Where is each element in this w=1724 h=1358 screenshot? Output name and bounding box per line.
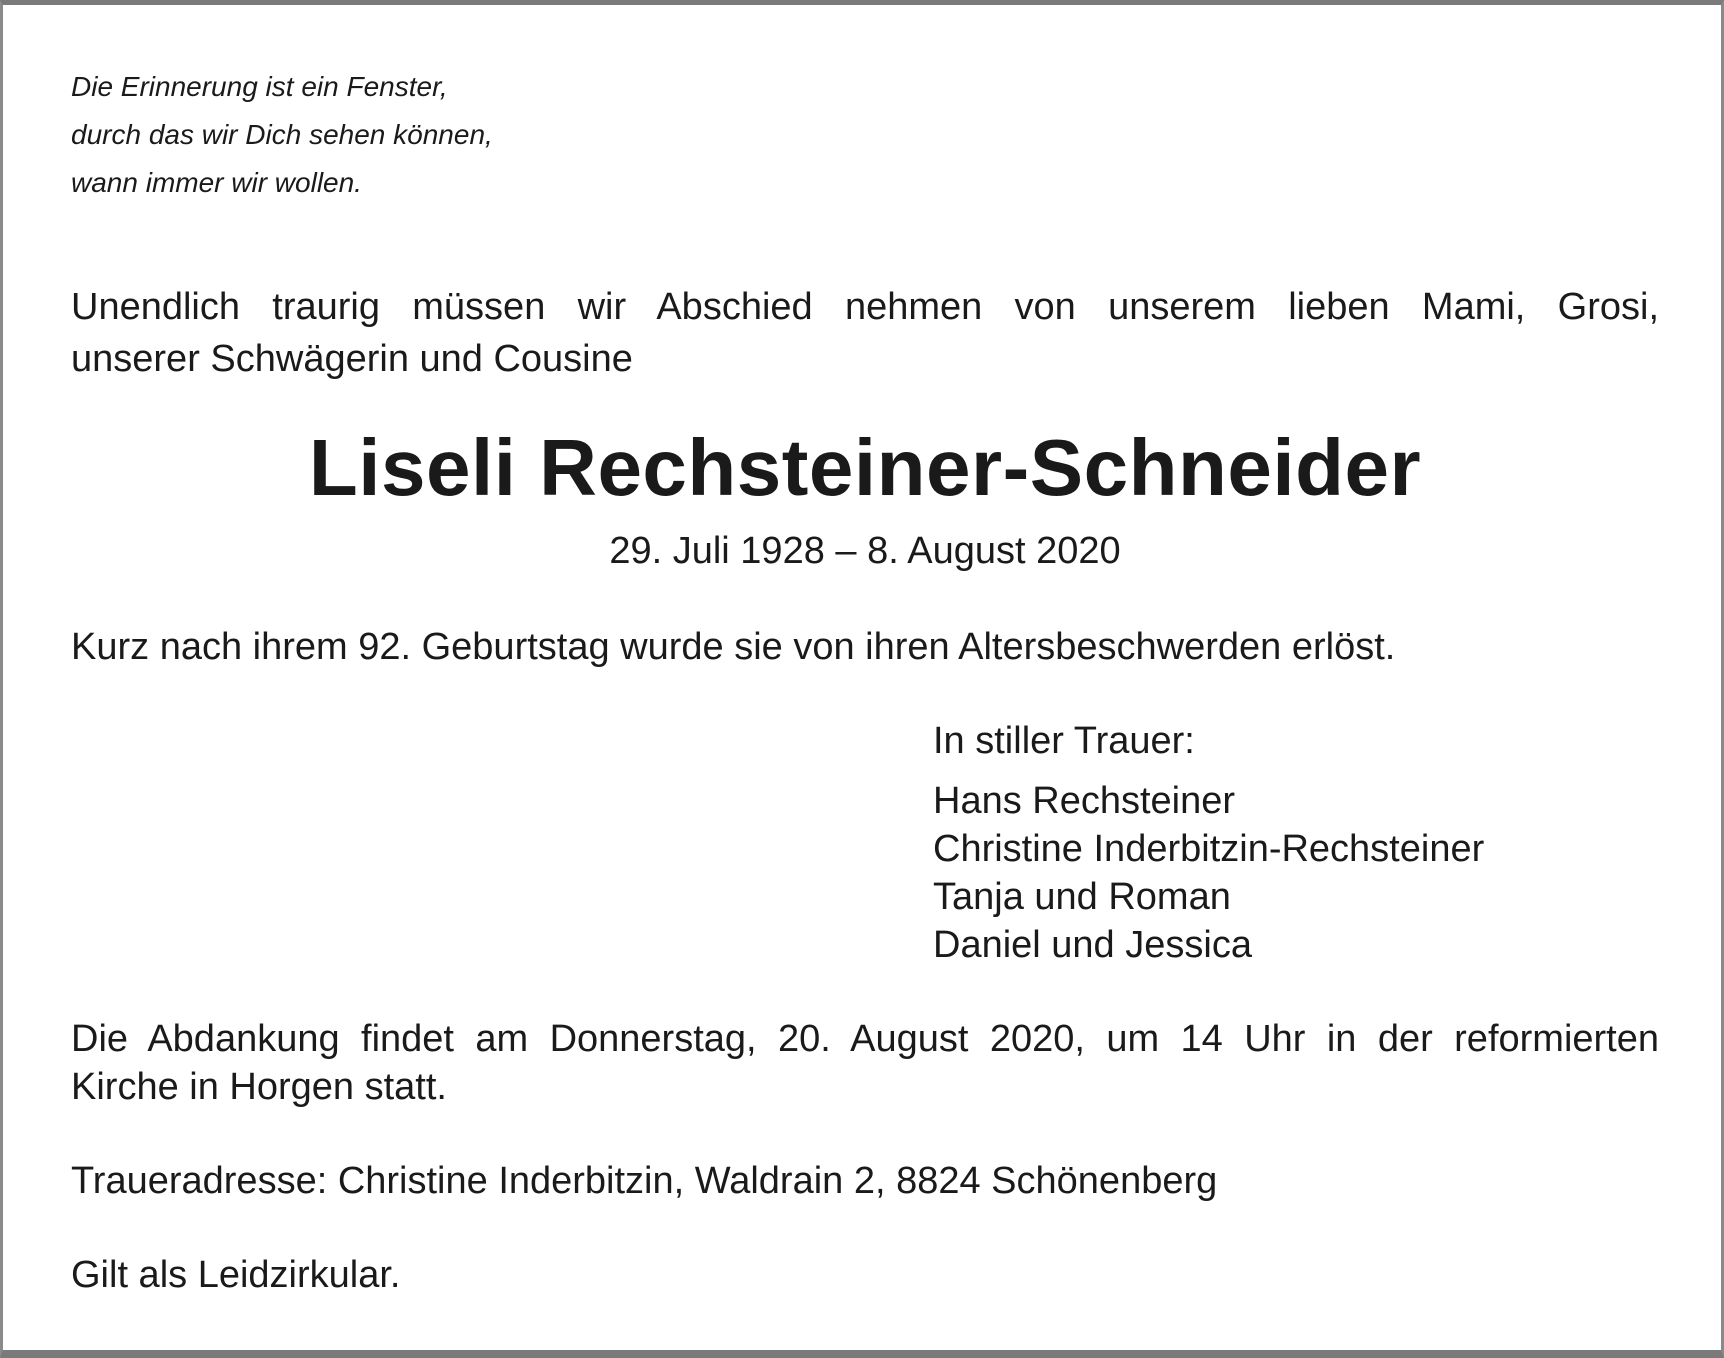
mourner-name: Hans Rechsteiner [933,780,1236,822]
closing-note: Gilt als Leidzirkular. [71,1254,401,1296]
life-dates: 29. Juli 1928 – 8. August 2020 [609,530,1121,572]
mourner-name: Tanja und Roman [933,876,1231,918]
mourners-heading: In stiller Trauer: [933,720,1195,762]
motto-line-3: wann immer wir wollen. [71,167,362,198]
statement-text: Kurz nach ihrem 92. Geburtstag wurde sie von ihren Altersbeschwerden erlöst. [71,626,1396,668]
intro-line-1: Unendlich traurig müssen wir Abschied nehmen von unserem lieben Mami, Grosi, [71,286,1659,328]
service-line-2: Kirche in Horgen statt. [71,1066,447,1108]
service-line-1: Die Abdankung findet am Donnerstag, 20. August 2020, um 14 Uhr in der reformierten [71,1018,1659,1060]
motto-line-2: durch das wir Dich sehen können, [71,119,493,150]
motto-line-1: Die Erinnerung ist ein Fenster, [71,71,448,102]
deceased-name: Liseli Rechsteiner-Schneider [308,423,1422,512]
intro-line-2: unserer Schwägerin und Cousine [71,338,633,380]
mourning-address: Traueradresse: Christine Inderbitzin, Waldrain 2, 8824 Schönenberg [71,1160,1218,1202]
mourner-name: Daniel und Jessica [933,924,1252,966]
mourner-name: Christine Inderbitzin-Rechsteiner [933,828,1485,870]
